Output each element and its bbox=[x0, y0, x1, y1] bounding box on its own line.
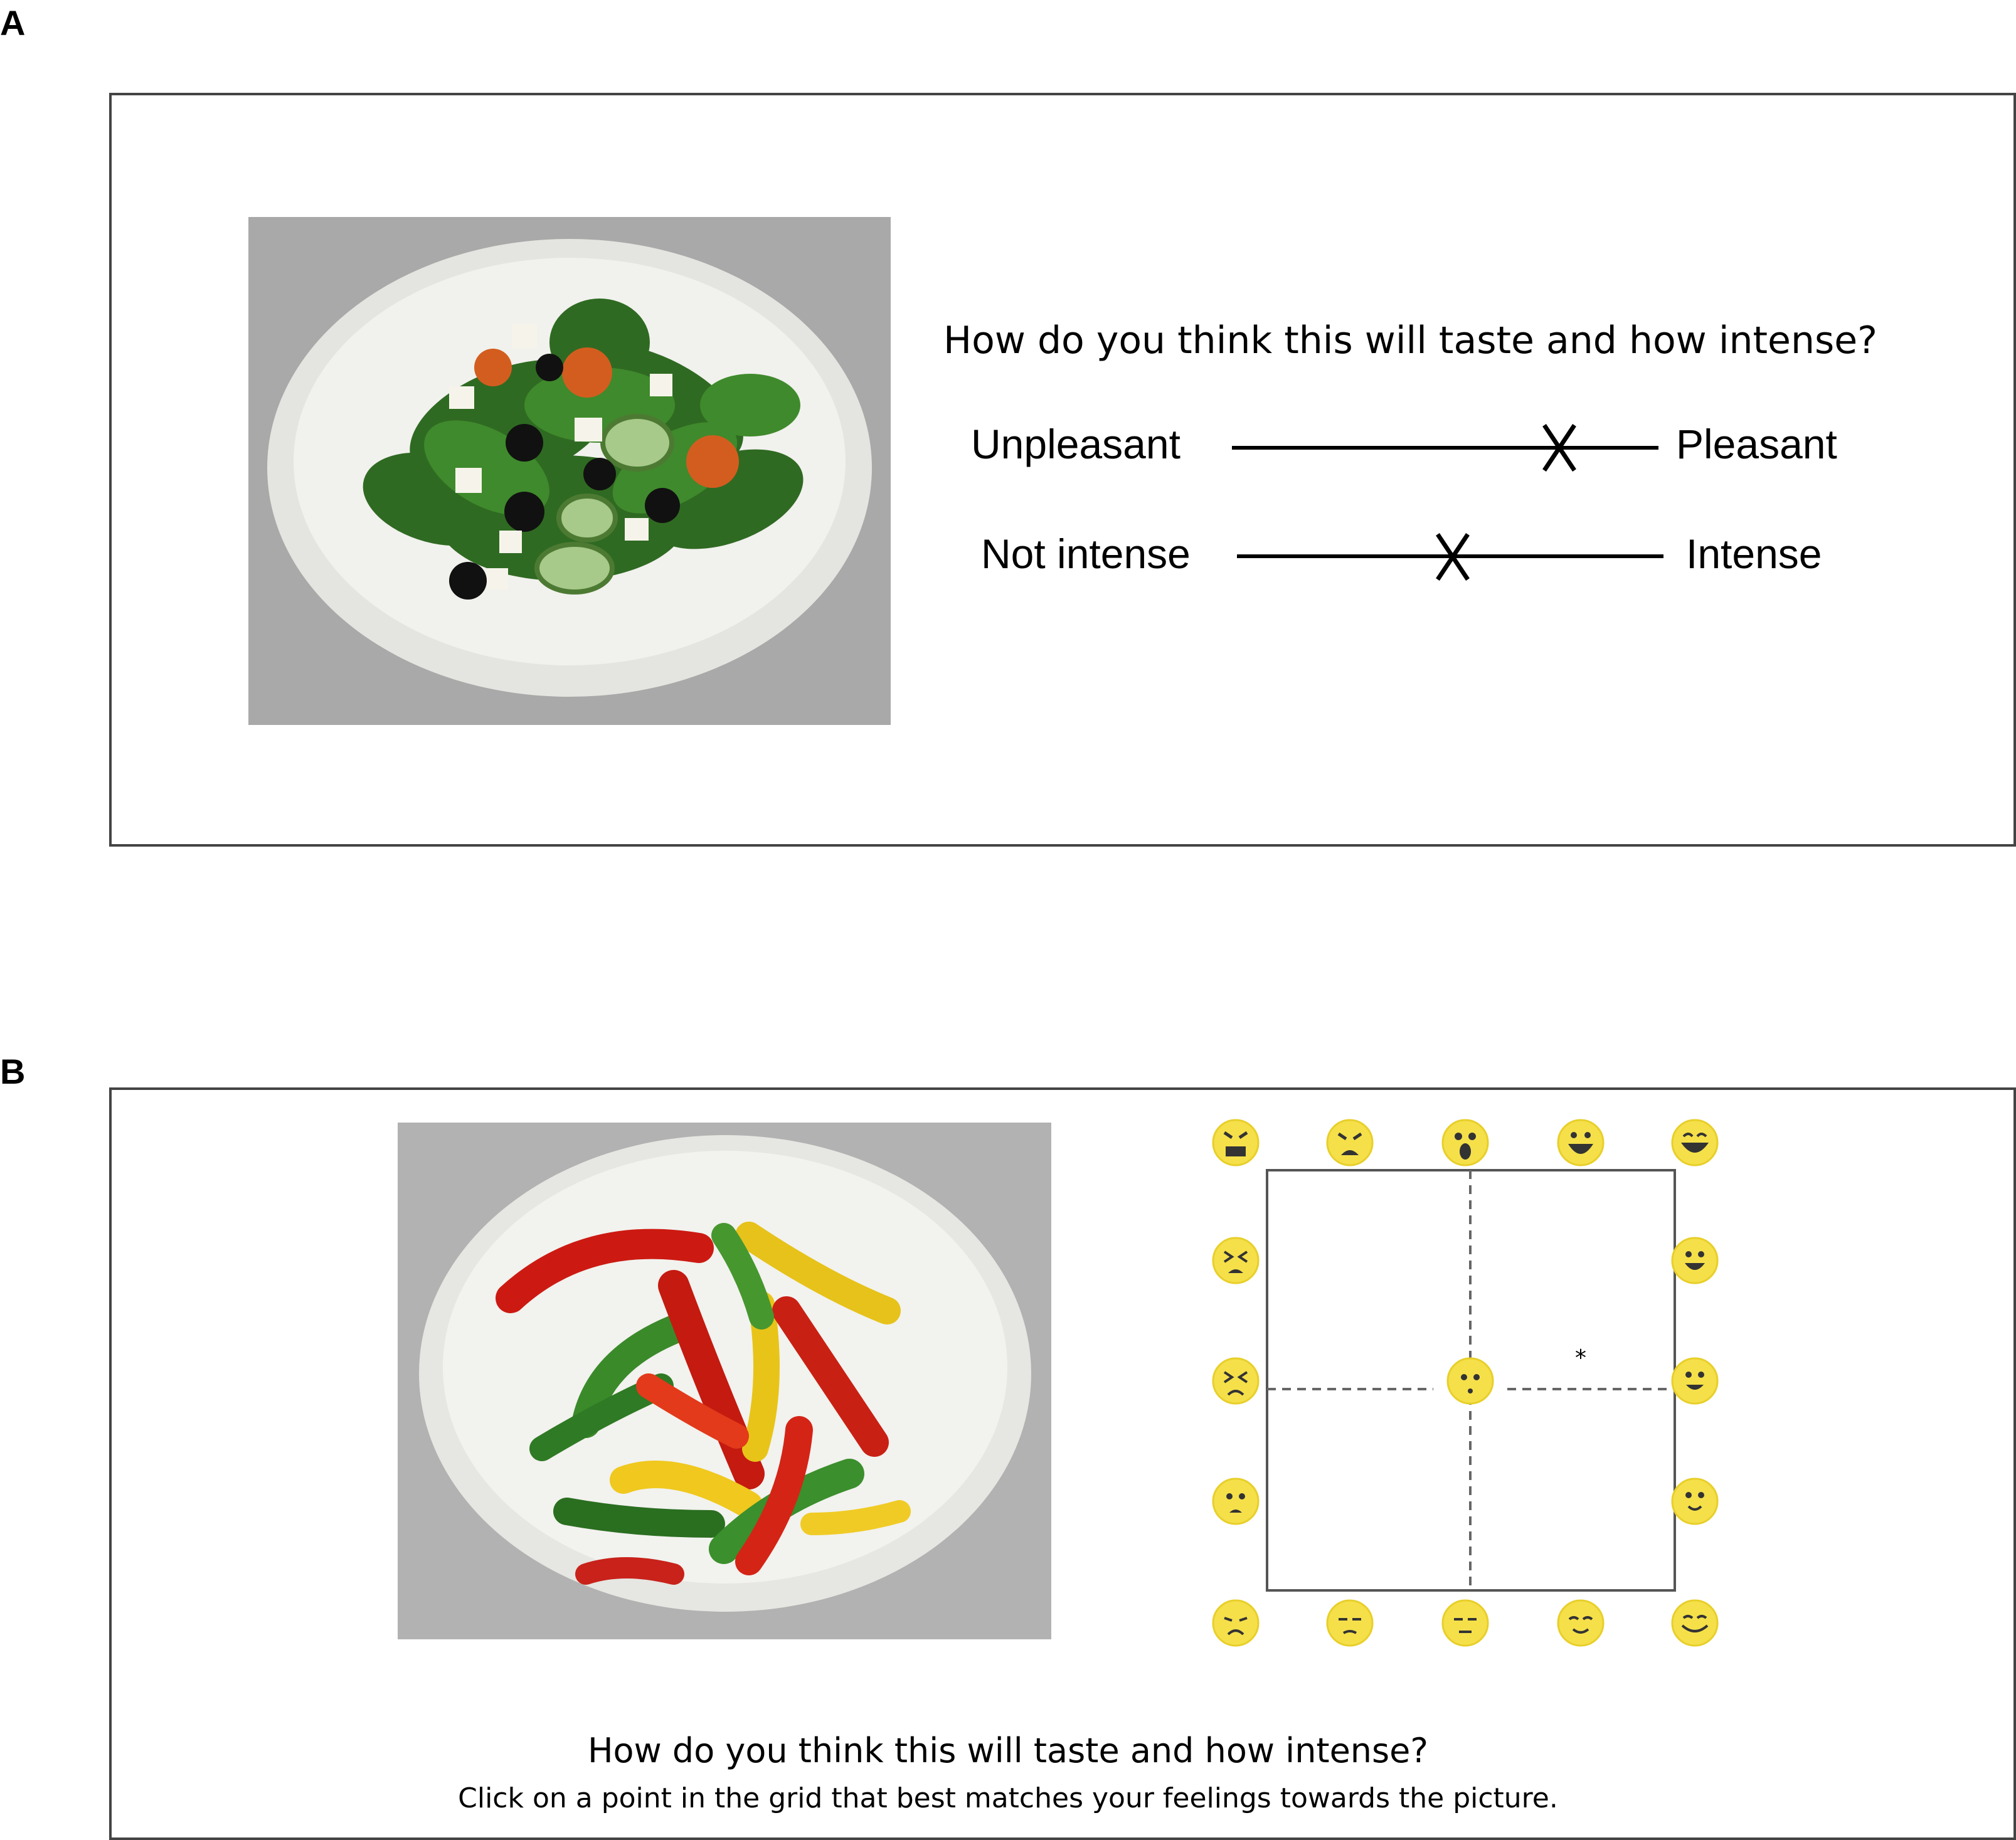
frowning-face-icon bbox=[1213, 1479, 1258, 1524]
squinting-face-icon bbox=[1213, 1358, 1258, 1404]
scale-1-right-label: Pleasant bbox=[1676, 421, 1837, 467]
scale-2-mark bbox=[1434, 532, 1472, 582]
unamused-face-icon bbox=[1327, 1600, 1372, 1646]
salad-plate-photo bbox=[248, 217, 891, 725]
angry-face-icon bbox=[1327, 1120, 1372, 1165]
neutral-center-face-icon bbox=[1448, 1358, 1493, 1404]
selected-point-marker: * bbox=[1575, 1345, 1586, 1371]
surprised-face-icon bbox=[1443, 1120, 1488, 1165]
scale-1-mark bbox=[1541, 423, 1578, 473]
sad-face-icon bbox=[1213, 1600, 1258, 1646]
panel-a-letter: A bbox=[0, 3, 26, 43]
smiling-face-icon bbox=[1672, 1358, 1717, 1404]
calm-smile-face-icon bbox=[1672, 1600, 1717, 1646]
scale-2-left-label: Not intense bbox=[981, 531, 1191, 577]
scale-1-line[interactable] bbox=[1232, 446, 1658, 450]
relieved-face-icon bbox=[1558, 1600, 1603, 1646]
panel-b-instruction: Click on a point in the grid that best matches your feelings towards the picture. bbox=[458, 1782, 1558, 1814]
laughing-face-icon bbox=[1672, 1120, 1717, 1165]
neutral-face-icon bbox=[1443, 1600, 1488, 1646]
emotion-grid[interactable] bbox=[1192, 1110, 1744, 1662]
grinning-face-icon bbox=[1558, 1120, 1603, 1165]
disgusted-face-icon bbox=[1213, 1238, 1258, 1283]
panel-a-question: How do you think this will taste and how intense? bbox=[943, 319, 1878, 362]
happy-face-icon bbox=[1672, 1238, 1717, 1283]
panel-b-question: How do you think this will taste and how intense? bbox=[587, 1731, 1429, 1770]
bell-pepper-plate-photo bbox=[398, 1123, 1051, 1639]
content-face-icon bbox=[1672, 1479, 1717, 1524]
panel-b-letter: B bbox=[0, 1052, 26, 1091]
furious-face-icon bbox=[1213, 1120, 1258, 1165]
scale-1-left-label: Unpleasant bbox=[971, 421, 1180, 467]
scale-2-right-label: Intense bbox=[1686, 531, 1822, 577]
